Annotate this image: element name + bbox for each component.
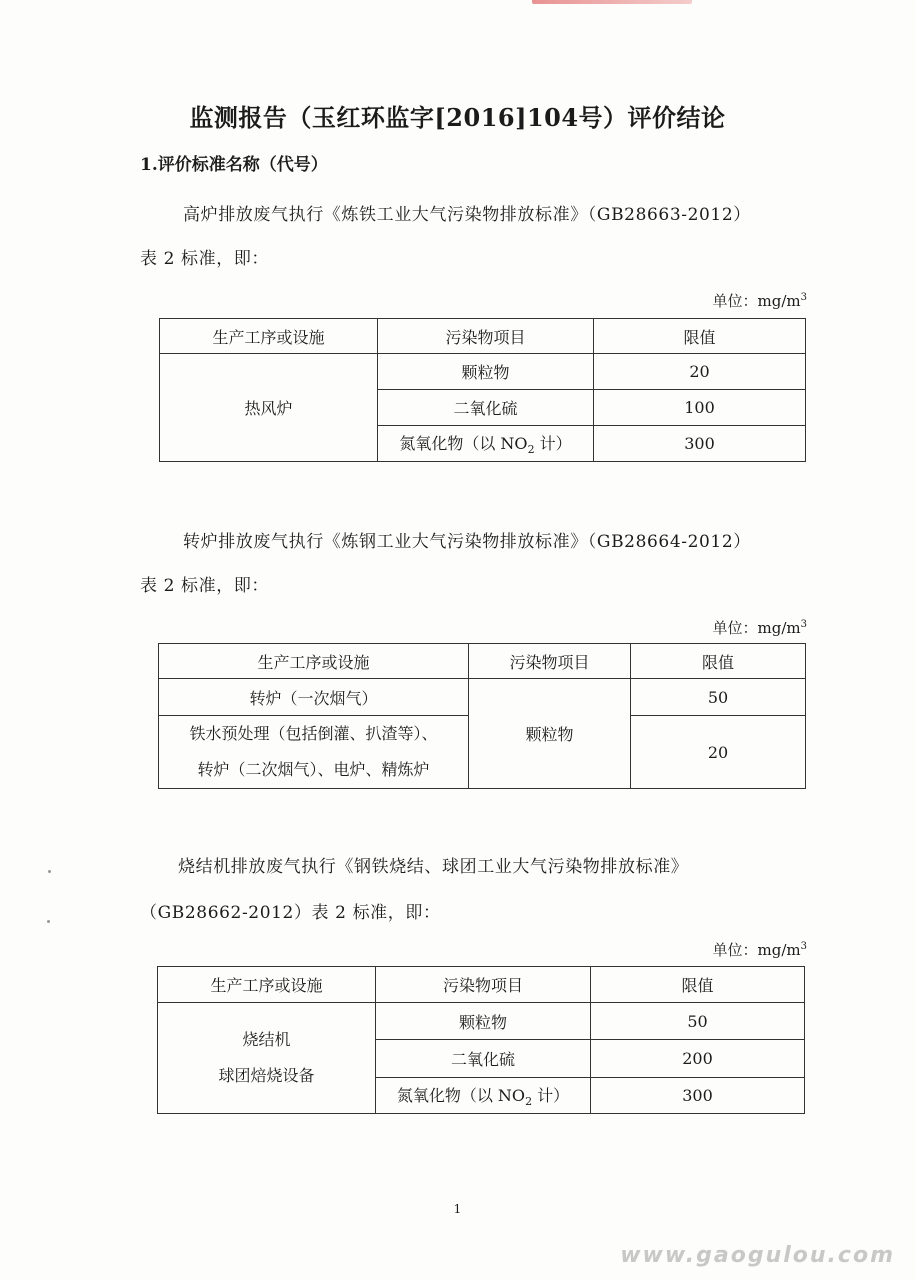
table-header: 生产工序或设施 [159,644,469,679]
scan-speck [47,920,50,923]
unit-label: 单位：$mg/m^3$ [712,941,807,959]
section-heading: 1.评价标准名称（代号） [140,155,328,175]
facility-cell: 热风炉 [160,354,378,462]
table-blast-furnace [159,318,806,462]
block2-text-line2: 表 2 标准，即： [140,576,270,596]
pollutant-cell: 二氧化硫 [376,1040,591,1078]
pollutant-cell: 氮氧化物（以 $NO_2$ 计） [378,426,594,462]
table-header: 生产工序或设施 [160,319,378,354]
watermark: www.gaogulou.com [620,1243,895,1268]
facility-cell: 铁水预处理（包括倒灌、扒渣等）、 转炉（二次烟气）、电炉、精炼炉 [159,716,469,789]
pollutant-cell: 颗粒物 [378,354,594,390]
limit-cell: 50 [631,679,806,716]
table-header: 限值 [591,967,805,1003]
limit-cell: 20 [631,716,806,789]
unit-label: 单位：$mg/m^3$ [712,292,807,310]
unit-label: 单位：$mg/m^3$ [712,619,807,637]
pollutant-cell: 二氧化硫 [378,390,594,426]
scan-speck [48,870,51,873]
table-header: 污染物项目 [378,319,594,354]
block2-text-line1: 转炉排放废气执行《炼钢工业大气污染物排放标准》（GB28664-2012） [183,532,751,552]
table-sintering [157,966,805,1114]
red-stamp-fragment [532,0,692,4]
table-header: 限值 [631,644,806,679]
table-header: 限值 [594,319,806,354]
limit-cell: 300 [594,426,806,462]
limit-cell: 50 [591,1003,805,1040]
limit-cell: 100 [594,390,806,426]
block1-text-line1: 高炉排放废气执行《炼铁工业大气污染物排放标准》（GB28663-2012） [183,205,751,225]
limit-cell: 20 [594,354,806,390]
page-title: 监测报告（玉红环监字[2016]104号）评价结论 [189,103,726,132]
table-converter [158,643,806,789]
limit-cell: 300 [591,1078,805,1114]
block1-text-line2: 表 2 标准，即： [140,249,270,269]
page-number: 1 [453,1202,462,1216]
table-header: 污染物项目 [376,967,591,1003]
pollutant-cell: 颗粒物 [469,679,631,789]
limit-cell: 200 [591,1040,805,1078]
table-header: 生产工序或设施 [158,967,376,1003]
table-header: 污染物项目 [469,644,631,679]
facility-cell: 烧结机 球团焙烧设备 [158,1003,376,1114]
block3-text-line2: （GB28662-2012）表 2 标准，即： [140,903,441,923]
pollutant-cell: 氮氧化物（以 $NO_2$ 计） [376,1078,591,1114]
block3-text-line1: 烧结机排放废气执行《钢铁烧结、球团工业大气污染物排放标准》 [178,857,689,877]
pollutant-cell: 颗粒物 [376,1003,591,1040]
facility-cell: 转炉（一次烟气） [159,679,469,716]
